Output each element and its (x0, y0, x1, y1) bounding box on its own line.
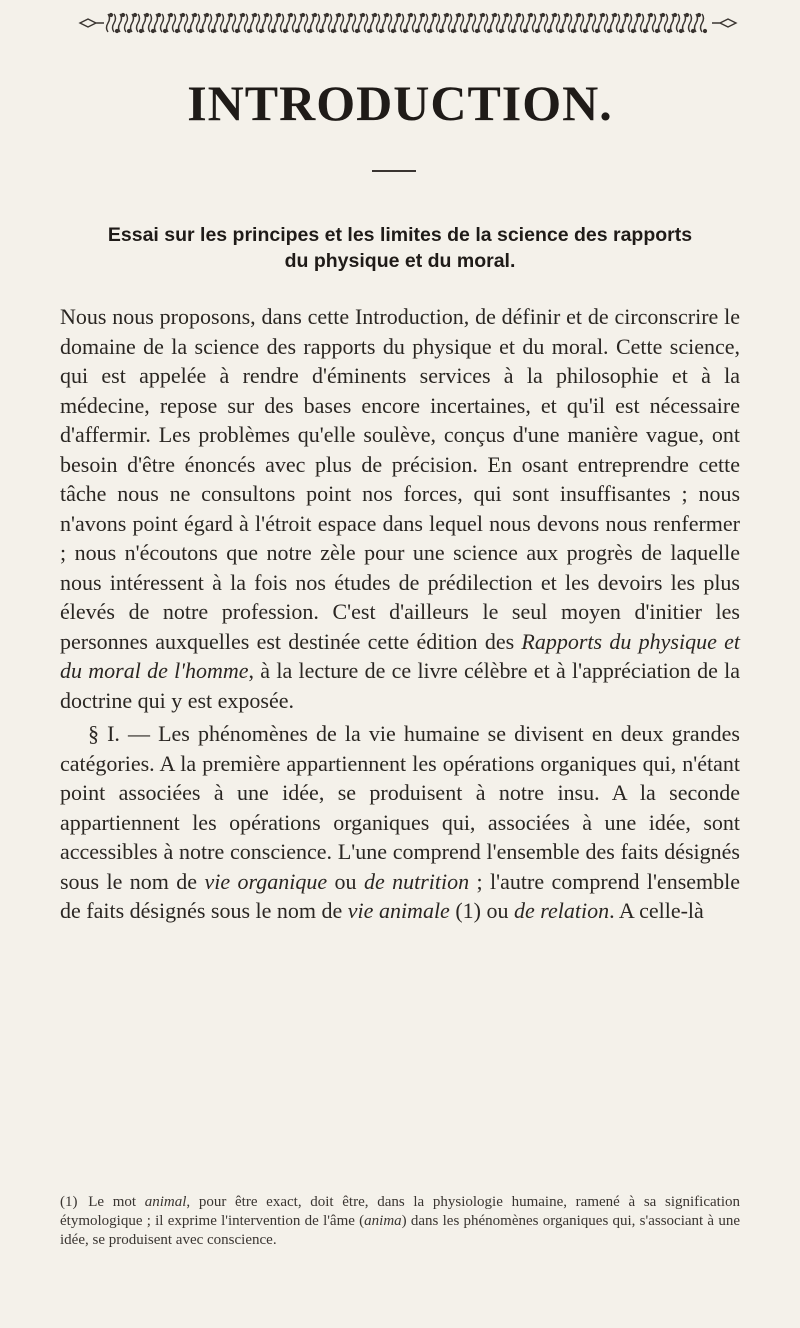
footnote-text-c: ) dans les phénomènes organiques qui, s'associant à une idée, se produisent avec conscience. (60, 1213, 740, 1248)
paragraph-2-text-b: ou (327, 868, 364, 894)
decorative-border-icon (78, 8, 738, 38)
paragraph-1-text-b: , à la lecture de ce livre célèbre et à l'appréciation de la doctrine qui y est exposée. (60, 658, 740, 713)
term-vie-animale: vie animale (347, 898, 450, 923)
paragraph-2-text-a: § I. — Les phénomènes de la vie humaine se divisent en deux grandes catégories. A la première appartiennent les opérations organiques qui, n'étant point associées à une idée, se produisent à notre insu. A la seconde appartiennent les opérations organiques qui, associées à une idée, sont accessibles à notre conscience. L'une comprend l'ensemble des faits désignés sous le nom de (60, 721, 740, 894)
book-title-italic: Rapports du physique et du moral de l'homme (60, 628, 740, 683)
footnote-term-animal: animal (144, 1194, 187, 1210)
term-de-nutrition: de nutrition (363, 868, 470, 894)
footnote-term-anima: anima (364, 1213, 402, 1229)
paragraph-2 (60, 719, 740, 926)
term-vie-organique: vie organique (204, 868, 328, 894)
title-divider (372, 170, 416, 172)
footnote-label: (1) (60, 1194, 78, 1210)
body-text (60, 302, 740, 926)
paragraph-2-text-c: ; l'autre comprend l'ensemble de faits désignés sous le nom de (60, 868, 741, 923)
paragraph-1-text-a: Nous nous proposons, dans cette Introduction, de définir et de circonscrire le domaine de la science des rapports du physique et du moral. Cette science, qui est appelée à rendre d'éminents services à la philosophie et à la médecine, repose sur des bases encore incertaines, et qu'il est nécessaire d'affermir. Les problèmes qu'elle soulève, conçus d'une manière vague, ont besoin d'être énoncés avec plus de précision. En osant entreprendre cette tâche nous ne consultons point nos forces, qui sont insuffisantes ; nous n'avons point égard à l'étroit espace dans lequel nous devons nous renfermer ; nous n'écoutons que notre zèle pour une science aux progrès de laquelle nous intéressent à la fois nos études de prédilection et les devoirs les plus élevés de notre profession. C'est d'ailleurs le seul moyen d'initier les personnes auxquelles est destinée cette édition des (60, 304, 740, 654)
subtitle-line-1: Essai sur les principes et les limites de la science des rapports (107, 224, 693, 246)
paragraph-1 (60, 302, 740, 715)
page-title: INTRODUCTION. (187, 75, 613, 131)
section-subtitle (60, 222, 740, 274)
paragraph-2-text-e: . A celle-là (609, 898, 704, 923)
footnote-text-a: Le mot (79, 1194, 145, 1210)
subtitle-line-2: du physique et du moral. (284, 250, 516, 272)
footnote (60, 1193, 740, 1250)
term-de-relation: de relation (513, 898, 610, 923)
paragraph-2-text-d: (1) ou (449, 898, 514, 923)
footnote-text-b: , pour être exact, doit être, dans la physiologie humaine, ramené à sa signification étymologique ; il exprime l'intervention de l'âme ( (60, 1194, 740, 1229)
